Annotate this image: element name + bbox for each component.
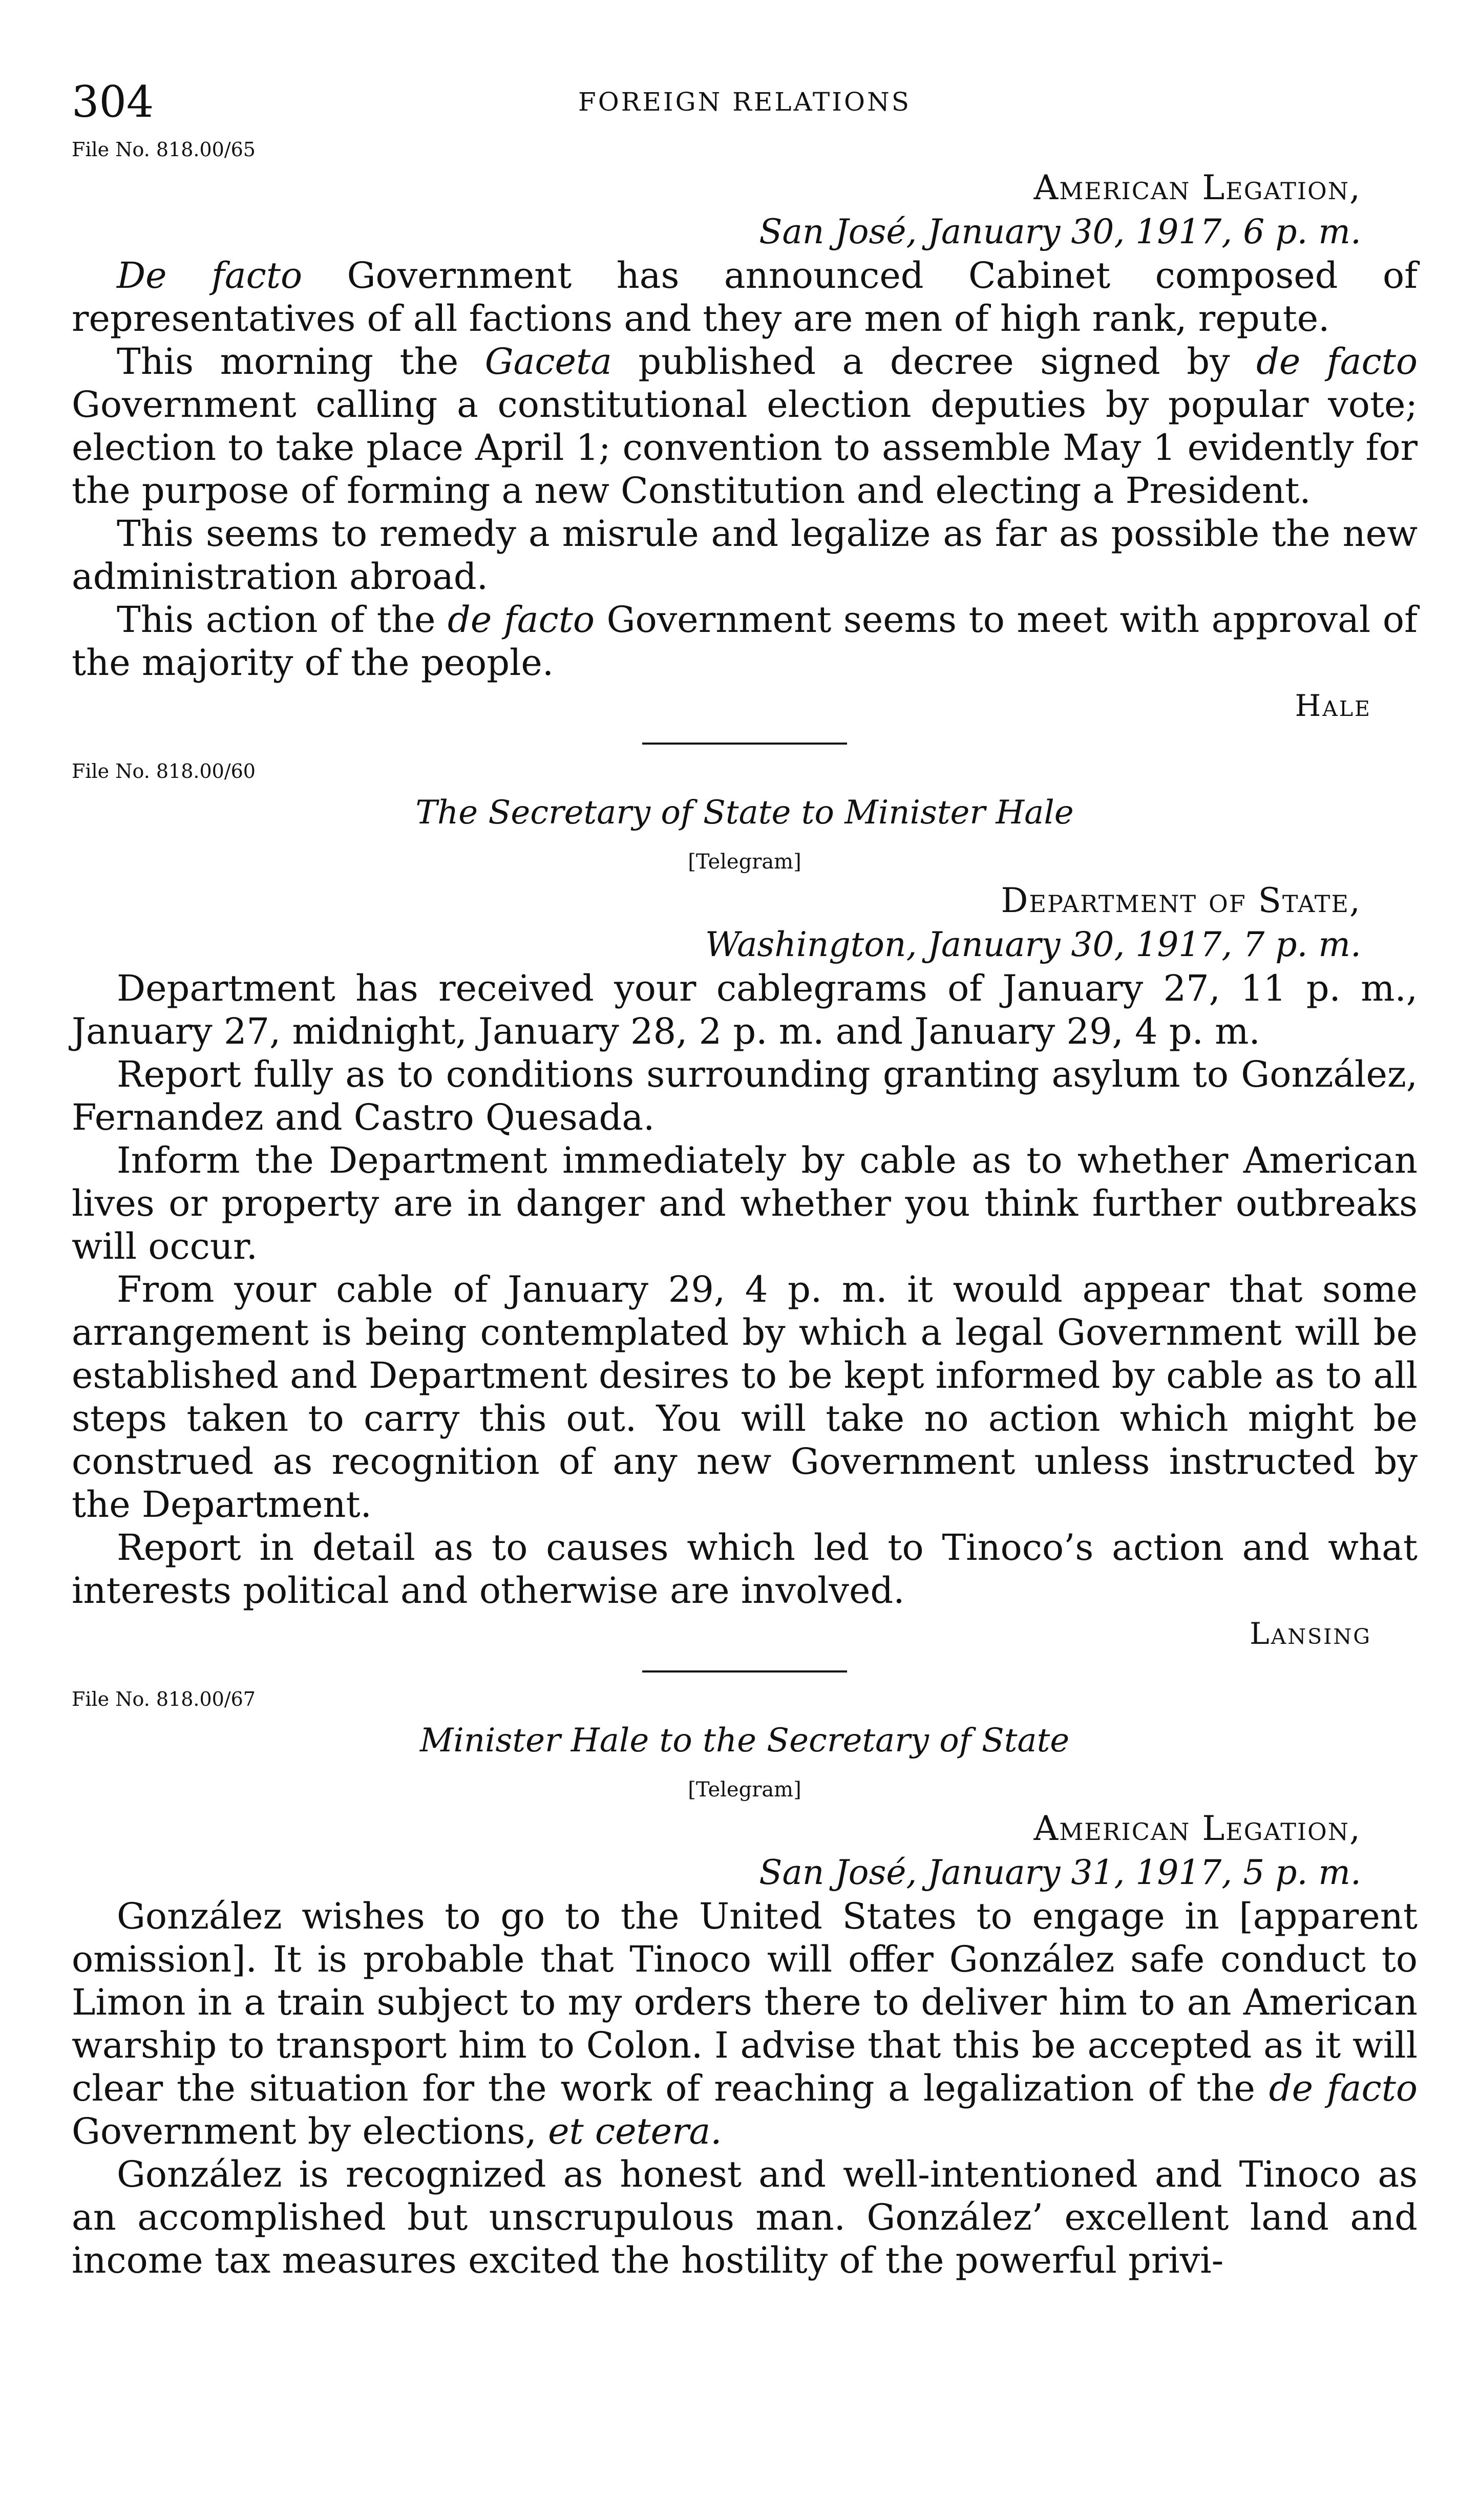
origin-block <box>72 1807 1418 1895</box>
running-head <box>72 72 1418 138</box>
signature: Lansing <box>1250 1616 1371 1651</box>
paragraph: Department has received your cablegrams of January 27, 11 p. m., January 27, midnight, January 28, 2 p. m. and January 29, 4 p. m. <box>72 967 1418 1052</box>
paragraph: This seems to remedy a misrule and legalize as far as possible the new administration abroad. <box>72 513 1418 598</box>
telegram-tag: [Telegram] <box>688 850 801 874</box>
message-body <box>72 1895 1418 2282</box>
italic-term: et cetera. <box>548 2110 722 2152</box>
addressing-line: Minister Hale to the Secretary of State <box>419 1722 1070 1760</box>
place-date: San José, January 31, 1917, 5 p. m. <box>759 1853 1361 1892</box>
place-date: San José, January 30, 1917, 6 p. m. <box>759 212 1361 251</box>
file-number: File No. 818.00/65 <box>72 138 256 161</box>
message-body <box>72 967 1418 1612</box>
page-number: 304 <box>72 77 154 127</box>
paragraph: González is recognized as honest and well-intentioned and Tinoco as an accomplished but unscrupulous man. González’ excellent land and income tax measures excited the hostility of the powerful privi- <box>72 2153 1418 2281</box>
telegram-tag: [Telegram] <box>688 1778 801 1802</box>
paragraph: Report fully as to conditions surrounding granting asylum to González, Fernandez and Castro Quesada. <box>72 1053 1418 1138</box>
paragraph <box>72 598 1418 684</box>
paragraph-text: This morning the <box>117 341 485 383</box>
paragraph <box>72 254 1418 340</box>
signature: Hale <box>1295 688 1371 723</box>
sender-office: American Legation, <box>1033 168 1361 207</box>
document-file-818-00-67 <box>72 1688 1418 2282</box>
file-number: File No. 818.00/60 <box>72 760 256 782</box>
running-title: FOREIGN RELATIONS <box>578 87 911 117</box>
paragraph-text: published a decree signed by <box>611 341 1257 383</box>
italic-term: Gaceta <box>484 341 612 383</box>
paragraph-text: González wishes to go to the United States to engage in [apparent omission]. It is probable that Tinoco will offer González safe conduct to Limon in a train subject to my orders there to deliver him to an American warship to transport him to Colon. I advise that this be accepted as it will clear the situation for the work of reaching a legalization of the <box>72 1895 1418 2109</box>
section-divider <box>642 1670 847 1672</box>
paragraph-text: Government calling a constitutional election deputies by popular vote; election to take place April 1; convention to assemble May 1 evidently for the purpose of forming a new Constitution and electing a President. <box>72 384 1418 512</box>
sender-office: Department of State, <box>1001 881 1361 920</box>
addressing-line: The Secretary of State to Minister Hale <box>415 794 1074 832</box>
paragraph: Report in detail as to causes which led to Tinoco’s action and what interests political and otherwise are involved. <box>72 1527 1418 1612</box>
italic-term: de facto <box>448 599 595 641</box>
paragraph <box>72 340 1418 512</box>
italic-term: de facto <box>1269 2067 1418 2109</box>
paragraph-text: Government by elections, <box>72 2110 548 2152</box>
italic-term: De facto <box>117 255 303 297</box>
paragraph-text: This action of the <box>117 599 448 641</box>
paragraph <box>72 1895 1418 2153</box>
origin-block <box>72 166 1418 254</box>
document-file-818-00-60 <box>72 760 1418 1651</box>
paragraph: From your cable of January 29, 4 p. m. it would appear that some arrangement is being contemplated by which a legal Government will be established and Department desires to be kept informed by cable as to all steps taken to carry this out. You will take no action which might be construed as recognition of any new Government unless instructed by the Department. <box>72 1268 1418 1526</box>
message-body <box>72 254 1418 684</box>
file-number: File No. 818.00/67 <box>72 1688 256 1710</box>
paragraph-text: Government has announced Cabinet composed of representatives of all factions and they are men of high rank, repute. <box>72 255 1418 340</box>
document-file-818-00-65 <box>72 138 1418 723</box>
section-divider <box>642 743 847 745</box>
paragraph-text: Government seems to meet with approval of the majority of the people. <box>72 599 1418 684</box>
sender-office: American Legation, <box>1033 1809 1361 1848</box>
italic-term: de facto <box>1256 341 1418 383</box>
paragraph: Inform the Department immediately by cable as to whether American lives or property are in danger and whether you think further outbreaks will occur. <box>72 1139 1418 1267</box>
origin-block <box>72 879 1418 967</box>
place-date: Washington, January 30, 1917, 7 p. m. <box>705 925 1361 964</box>
